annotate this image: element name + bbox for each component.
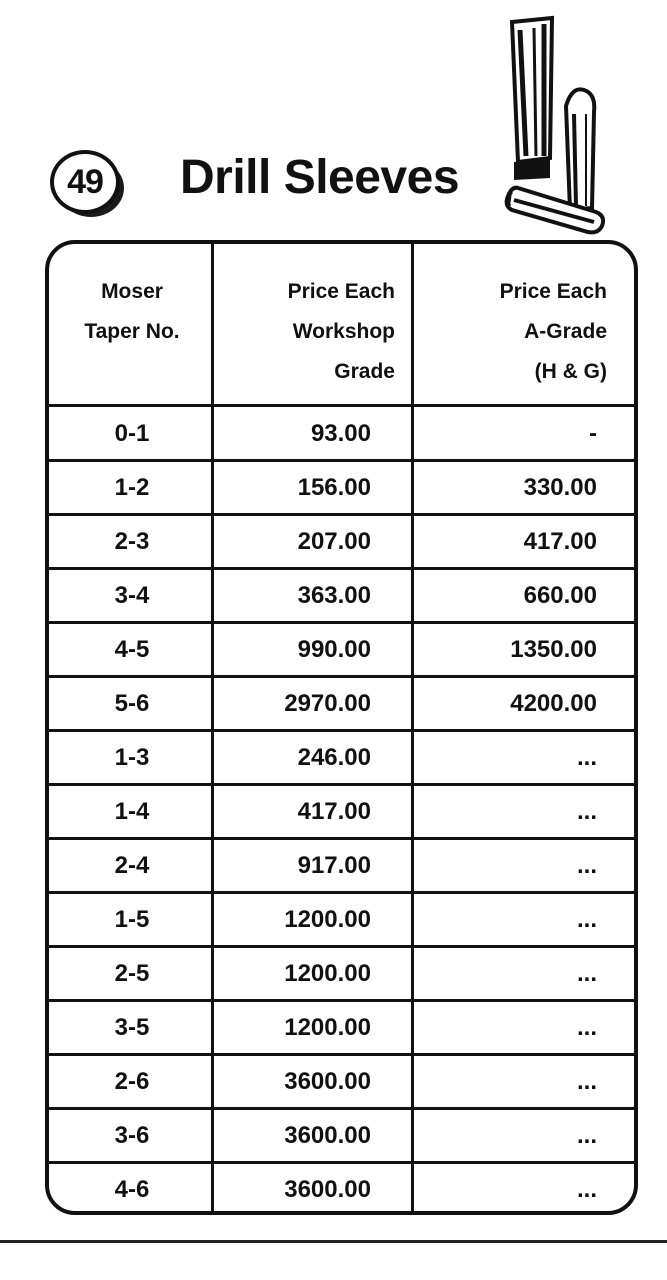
table-row (49, 731, 634, 785)
taper-cell: 0-1 (114, 420, 150, 447)
workshop-price-cell: 3600.00 (284, 1122, 371, 1149)
header-line: Grade (334, 360, 395, 383)
taper-cell: 2-5 (114, 960, 150, 987)
a-grade-price-cell: 4200.00 (510, 690, 597, 717)
workshop-price-cell: 156.00 (297, 474, 371, 501)
a-grade-price-cell: - (589, 420, 597, 447)
header-line: Taper No. (84, 320, 180, 343)
workshop-price-cell: 1200.00 (284, 960, 371, 987)
a-grade-price-cell: ... (576, 1014, 597, 1041)
badge-number: 49 (50, 150, 120, 214)
table-row (49, 407, 634, 461)
a-grade-price-cell: 330.00 (523, 474, 597, 501)
taper-cell: 2-3 (114, 528, 150, 555)
header-line: Price Each (287, 280, 395, 303)
taper-cell: 3-4 (114, 582, 150, 609)
a-grade-price-cell: ... (576, 798, 597, 825)
header-workshop-grade (215, 272, 395, 392)
taper-cell: 4-6 (114, 1176, 150, 1203)
price-table (45, 240, 638, 1215)
table-row (49, 947, 634, 1001)
taper-cell: 1-5 (114, 906, 150, 933)
workshop-price-cell: 363.00 (297, 582, 371, 609)
a-grade-price-cell: 1350.00 (510, 636, 597, 663)
taper-cell: 1-2 (114, 474, 150, 501)
page-header (0, 0, 667, 240)
taper-cell: 3-6 (114, 1122, 150, 1149)
workshop-price-cell: 1200.00 (284, 906, 371, 933)
taper-cell: 3-5 (114, 1014, 150, 1041)
a-grade-price-cell: 417.00 (523, 528, 597, 555)
taper-cell: 4-5 (114, 636, 150, 663)
header-line: Moser (101, 280, 163, 303)
header-line: Workshop (292, 320, 395, 343)
taper-cell: 2-4 (114, 852, 150, 879)
header-line: A-Grade (524, 320, 607, 343)
page-title: Drill Sleeves (180, 151, 460, 204)
table-row (49, 1109, 634, 1163)
table-row (49, 515, 634, 569)
workshop-price-cell: 3600.00 (284, 1176, 371, 1203)
a-grade-price-cell: ... (576, 852, 597, 879)
workshop-price-cell: 917.00 (297, 852, 371, 879)
drill-sleeves-illustration-icon (500, 10, 620, 235)
workshop-price-cell: 93.00 (310, 420, 371, 447)
table-row (49, 1001, 634, 1055)
table-row (49, 677, 634, 731)
taper-cell: 5-6 (114, 690, 150, 717)
workshop-price-cell: 207.00 (297, 528, 371, 555)
table-row (49, 785, 634, 839)
table-row (49, 461, 634, 515)
table-row (49, 1163, 634, 1215)
a-grade-price-cell: ... (576, 1122, 597, 1149)
header-line: (H & G) (534, 360, 607, 383)
workshop-price-cell: 990.00 (297, 636, 371, 663)
taper-cell: 1-4 (114, 798, 150, 825)
a-grade-price-cell: 660.00 (523, 582, 597, 609)
table-row (49, 893, 634, 947)
workshop-price-cell: 1200.00 (284, 1014, 371, 1041)
table-row (49, 623, 634, 677)
a-grade-price-cell: ... (576, 960, 597, 987)
bottom-rule (0, 1240, 667, 1243)
taper-cell: 2-6 (114, 1068, 150, 1095)
section-number-badge (50, 150, 130, 220)
header-a-grade (419, 272, 607, 392)
table-row (49, 839, 634, 893)
workshop-price-cell: 3600.00 (284, 1068, 371, 1095)
workshop-price-cell: 417.00 (297, 798, 371, 825)
taper-cell: 1-3 (114, 744, 150, 771)
a-grade-price-cell: ... (576, 1068, 597, 1095)
a-grade-price-cell: ... (576, 744, 597, 771)
table-row (49, 1055, 634, 1109)
workshop-price-cell: 246.00 (297, 744, 371, 771)
workshop-price-cell: 2970.00 (284, 690, 371, 717)
header-taper-no (49, 272, 215, 352)
a-grade-price-cell: ... (576, 906, 597, 933)
table-row (49, 569, 634, 623)
header-line: Price Each (499, 280, 607, 303)
a-grade-price-cell: ... (576, 1176, 597, 1203)
table-body (49, 407, 634, 1215)
